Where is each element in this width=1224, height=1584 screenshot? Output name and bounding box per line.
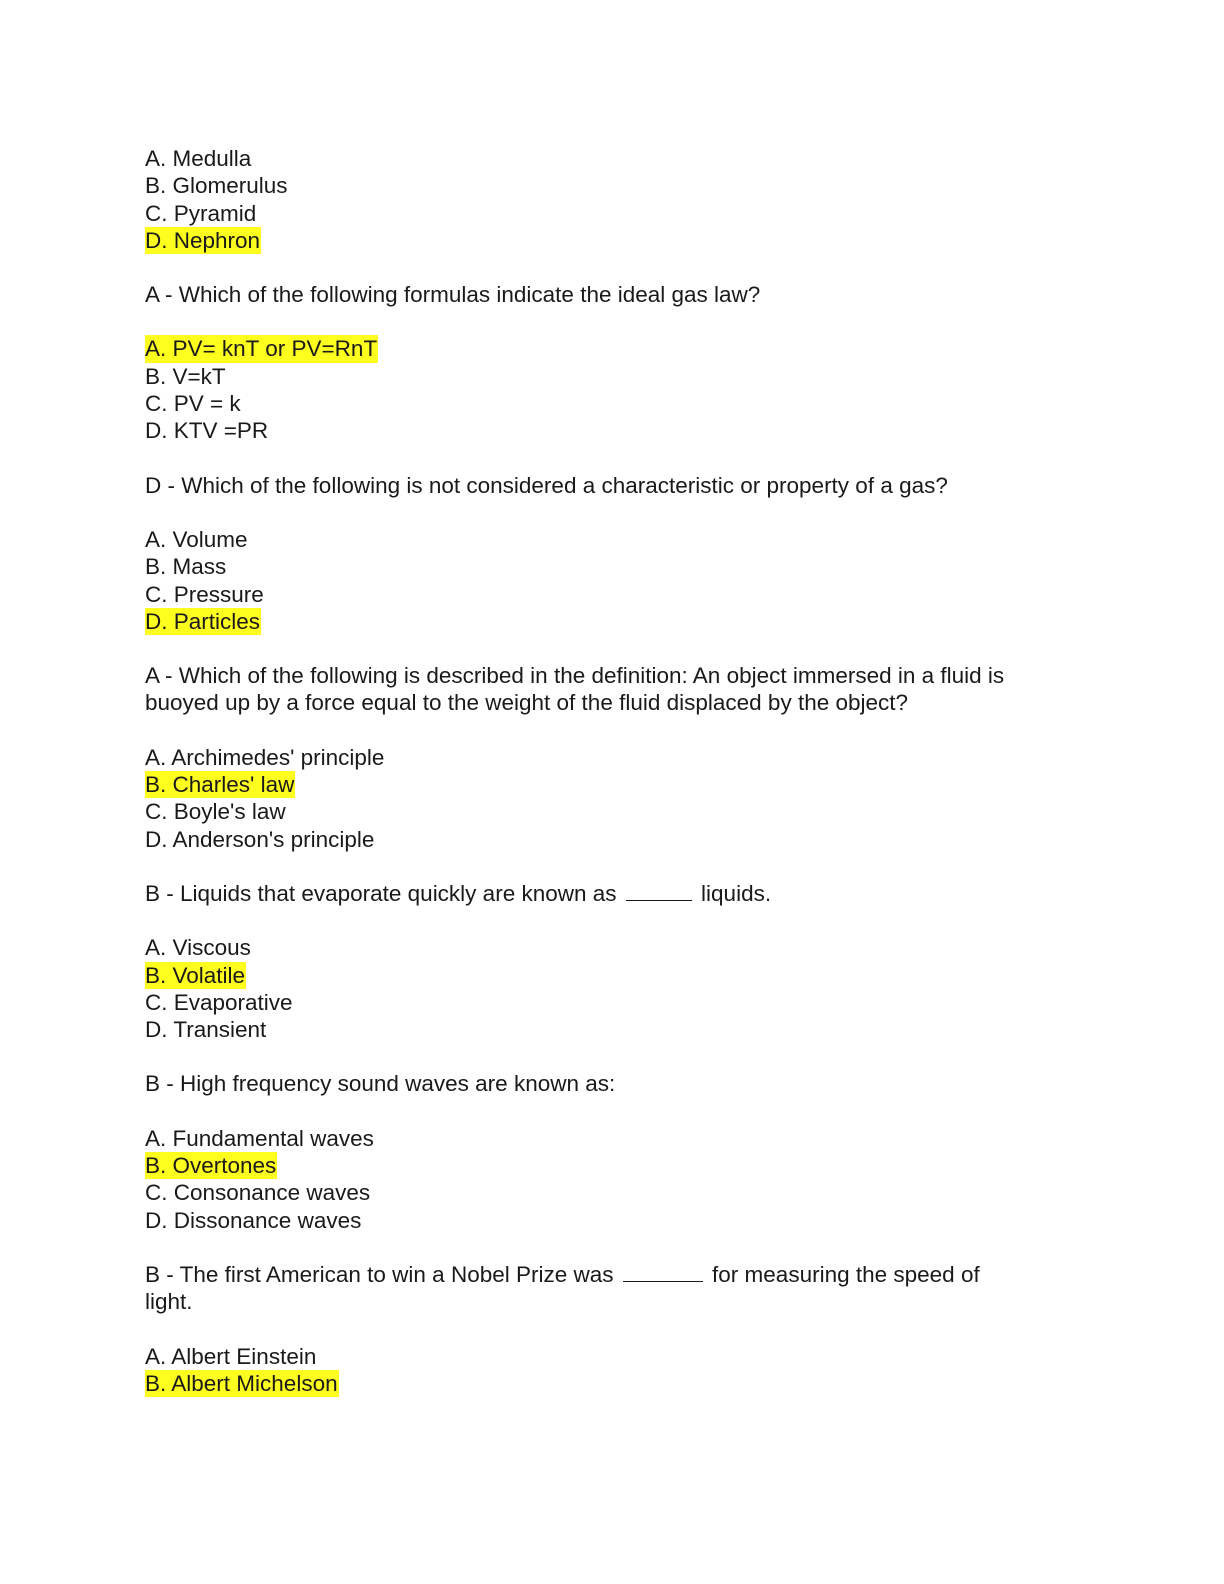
question-sound-waves: B - High frequency sound waves are known as: [145, 1071, 616, 1097]
option-b-answer: B. Overtones [145, 1153, 277, 1179]
question-nobel-prize: B - The first American to win a Nobel Prize was for measuring the speed of light. [145, 1261, 980, 1315]
option-a: A. Volume [145, 526, 248, 552]
options-group-6 [145, 1125, 1085, 1234]
option-c: C. Pyramid [145, 200, 257, 226]
option-b-answer: B. Charles' law [145, 772, 295, 798]
options-group-4 [145, 744, 1085, 853]
option-b: B. V=kT [145, 363, 226, 389]
option-d-answer: D. Nephron [145, 227, 261, 253]
options-group-3 [145, 526, 1085, 635]
option-d: D. KTV =PR [145, 418, 269, 444]
answer-blank [626, 882, 692, 901]
option-a: A. Archimedes' principle [145, 744, 385, 770]
option-a: A. Albert Einstein [145, 1343, 317, 1369]
options-group-2 [145, 335, 1085, 444]
option-b: B. Mass [145, 554, 227, 580]
option-b: B. Glomerulus [145, 173, 288, 199]
option-c: C. Consonance waves [145, 1180, 371, 1206]
question-volatile-liquids: B - Liquids that evaporate quickly are known as liquids. [145, 880, 772, 906]
question-ideal-gas-law: A - Which of the following formulas indicate the ideal gas law? [145, 282, 761, 308]
option-b-answer: B. Volatile [145, 962, 246, 988]
option-b-answer: B. Albert Michelson [145, 1370, 338, 1396]
option-d: D. Dissonance waves [145, 1207, 362, 1233]
option-c: C. Pressure [145, 581, 264, 607]
option-a: A. Fundamental waves [145, 1125, 374, 1151]
option-a: A. Medulla [145, 146, 252, 171]
option-d: D. Anderson's principle [145, 826, 375, 852]
option-c: C. Evaporative [145, 989, 293, 1015]
option-c: C. PV = k [145, 391, 241, 417]
answer-blank [623, 1263, 703, 1282]
option-d-answer: D. Particles [145, 608, 261, 634]
document-page [145, 145, 1085, 1397]
option-a-answer: A. PV= knT or PV=RnT [145, 336, 378, 362]
question-gas-property: D - Which of the following is not considered a characteristic or property of a gas? [145, 472, 948, 498]
option-d: D. Transient [145, 1017, 267, 1043]
option-a: A. Viscous [145, 935, 251, 961]
options-group-7 [145, 1343, 1085, 1398]
option-c: C. Boyle's law [145, 799, 286, 825]
options-group-1 [145, 145, 1085, 254]
question-buoyancy: A - Which of the following is described in the definition: An object immersed in a fluid is buoyed up by a force equal to the weight of the fluid displaced by the object? [145, 663, 1005, 716]
options-group-5 [145, 934, 1085, 1043]
